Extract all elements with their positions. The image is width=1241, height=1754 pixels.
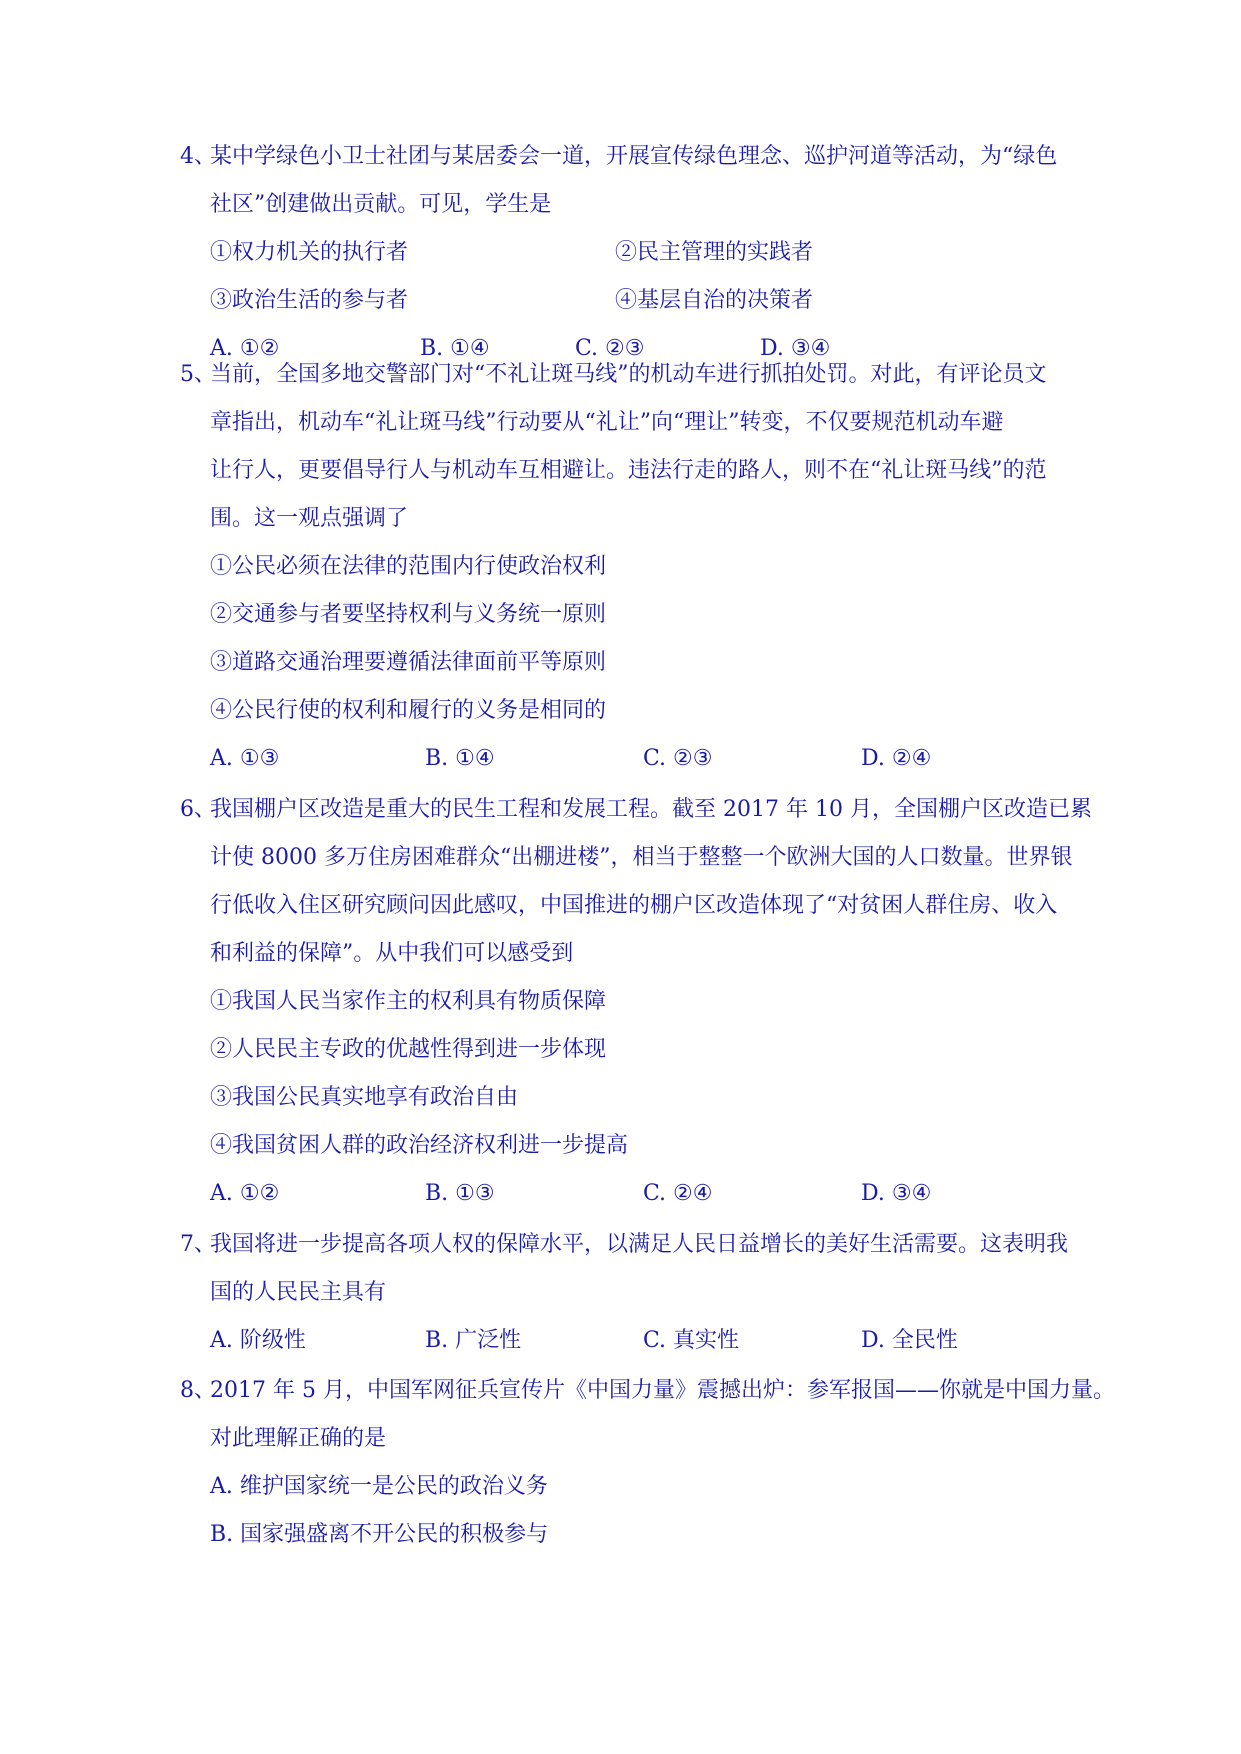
statement: ③政治生活的参与者: [210, 288, 409, 313]
statement: ②交通参与者要坚持权利与义务统一原则: [210, 602, 607, 627]
question-stem-line: 行低收入住区研究顾问因此感叹，中国推进的棚户区改造体现了“对贫困人群住房、收入: [210, 893, 1058, 918]
question-7: [180, 1221, 1069, 1365]
choice-c: C. 真实性: [643, 1328, 740, 1353]
choice-row: [180, 1317, 1060, 1365]
question-stem-line: 围。这一观点强调了: [210, 506, 409, 531]
choice-c: C. ②④: [643, 1181, 713, 1206]
statement: ①权力机关的执行者: [210, 240, 409, 265]
statement-row: [180, 277, 1060, 325]
question-number: 6、: [180, 797, 216, 822]
choice-a: A. ①②: [210, 1181, 280, 1206]
statement: ①公民必须在法律的范围内行使政治权利: [210, 554, 607, 579]
question-number: 4、: [180, 144, 216, 169]
choice-b: B. 广泛性: [425, 1328, 522, 1353]
question-5: [180, 351, 1060, 783]
choice-a: A. 阶级性: [210, 1328, 306, 1353]
question-number: 5、: [180, 362, 216, 387]
question-stem-line: 6、 我国棚户区改造是重大的民生工程和发展工程。截至 2017 年 10 月，全国棚户区改造已累: [180, 786, 1060, 834]
question-4: [180, 133, 1060, 373]
choice-d: D. ②④: [861, 746, 932, 771]
choice-d: D. ③④: [760, 336, 831, 361]
choice-a: A. 维护国家统一是公民的政治义务: [210, 1474, 548, 1499]
question-stem-line: 让行人，更要倡导行人与机动车互相避让。违法行走的路人，则不在“礼让斑马线”的范: [210, 458, 1047, 483]
question-stem-line: 章指出，机动车“礼让斑马线”行动要从“礼让”向“理让”转变，不仅要规范机动车避: [210, 410, 1004, 435]
question-6: [180, 786, 1092, 1218]
question-8: [180, 1367, 1115, 1559]
statement: ④我国贫困人群的政治经济权利进一步提高: [210, 1133, 629, 1158]
question-stem-line: 和利益的保障”。从中我们可以感受到: [210, 941, 574, 966]
question-number: 8、: [180, 1378, 216, 1403]
question-stem-line: 7、 我国将进一步提高各项人权的保障水平，以满足人民日益增长的美好生活需要。这表明我: [180, 1221, 1060, 1269]
choice-row: [180, 1170, 1060, 1218]
choice-b: B. ①③: [425, 1181, 495, 1206]
question-stem-line: 对此理解正确的是: [210, 1426, 387, 1451]
statement: ④基层自治的决策者: [615, 288, 814, 313]
choice-c: C. ②③: [575, 336, 645, 361]
choice-row: [180, 735, 1060, 783]
question-stem-line: 国的人民民主具有: [210, 1280, 387, 1305]
choice-d: D. ③④: [861, 1181, 932, 1206]
statement: ③道路交通治理要遵循法律面前平等原则: [210, 650, 607, 675]
statement: ①我国人民当家作主的权利具有物质保障: [210, 989, 607, 1014]
choice-c: C. ②③: [643, 746, 713, 771]
statement: ②民主管理的实践者: [615, 240, 814, 265]
statement: ④公民行使的权利和履行的义务是相同的: [210, 698, 607, 723]
choice-a: A. ①②: [210, 336, 280, 361]
question-stem-line: 社区”创建做出贡献。可见，学生是: [210, 192, 552, 217]
question-stem-line: 4、 某中学绿色小卫士社团与某居委会一道，开展宣传绿色理念、巡护河道等活动，为“绿色: [180, 133, 1060, 181]
choice-d: D. 全民性: [861, 1328, 958, 1353]
choice-b: B. ①④: [420, 336, 490, 361]
choice-a: A. ①③: [210, 746, 280, 771]
statement: ②人民民主专政的优越性得到进一步体现: [210, 1037, 607, 1062]
question-stem-line: 计使 8000 多万住房困难群众“出棚进楼”，相当于整整一个欧洲大国的人口数量。世界银: [210, 845, 1073, 870]
question-number: 7、: [180, 1232, 216, 1257]
choice-b: B. 国家强盛离不开公民的积极参与: [210, 1522, 549, 1547]
choice-b: B. ①④: [425, 746, 495, 771]
question-stem-line: 8、 2017 年 5 月，中国军网征兵宣传片《中国力量》震撼出炉：参军报国——你就是中国力量。: [180, 1367, 1060, 1415]
question-stem-line: 5、 当前，全国多地交警部门对“不礼让斑马线”的机动车进行抓拍处罚。对此，有评论员文: [180, 351, 1060, 399]
statement: ③我国公民真实地享有政治自由: [210, 1085, 519, 1110]
statement-row: [180, 229, 1060, 277]
